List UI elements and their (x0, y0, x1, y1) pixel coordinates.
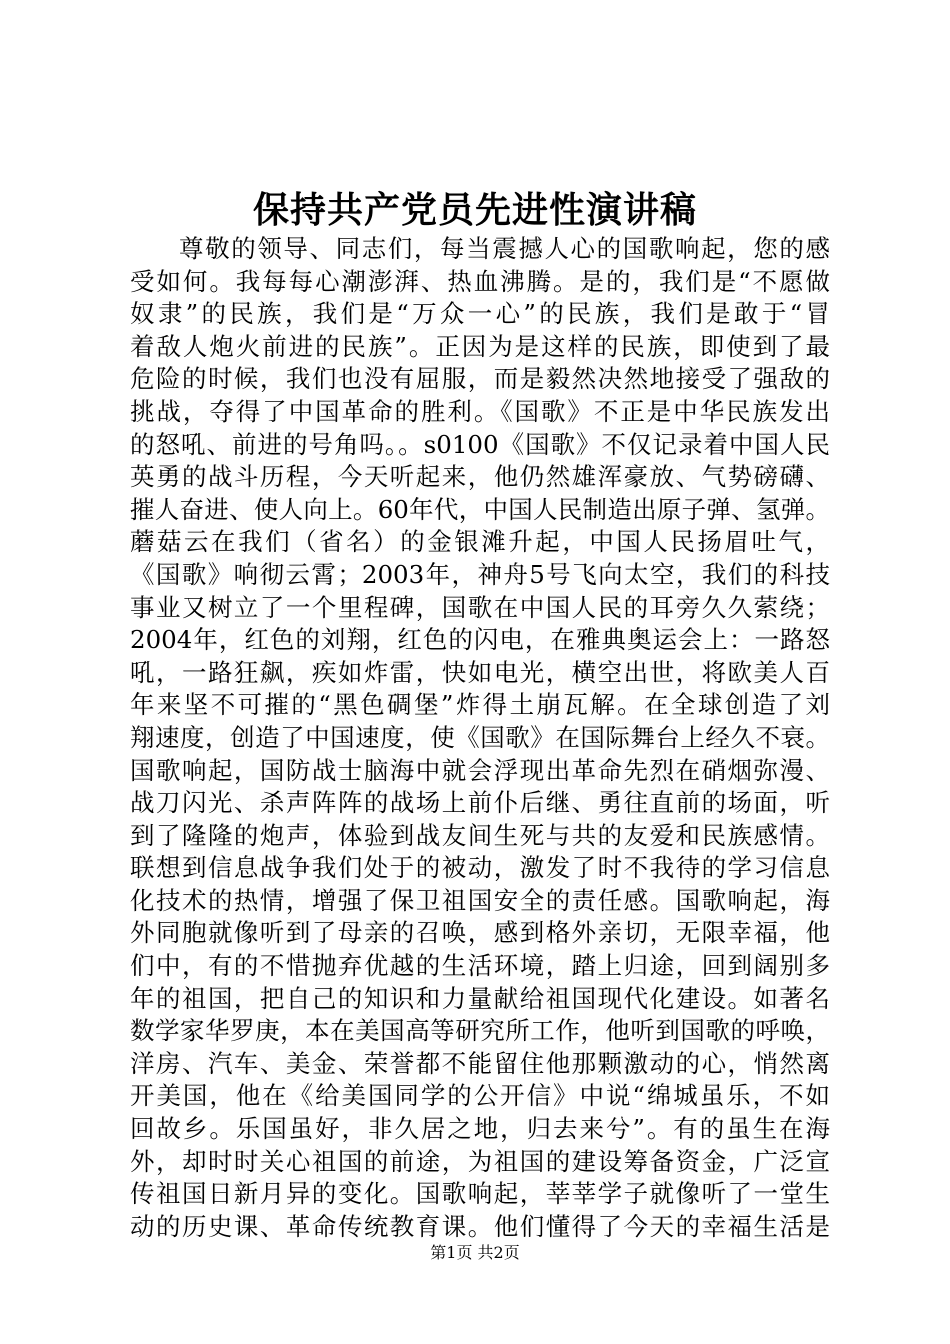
body-line: 动的历史课、革命传统教育课。他们懂得了今天的幸福生活是 (130, 1211, 830, 1241)
body-line: 战刀闪光、杀声阵阵的战场上前仆后继、勇往直前的场面，听 (130, 788, 830, 818)
body-line: 着敌人炮火前进的民族”。正因为是这样的民族，即使到了最 (130, 331, 830, 361)
document-body (130, 233, 830, 1243)
body-line: 年来坚不可摧的“黑色碉堡”炸得土崩瓦解。在全球创造了刘 (130, 690, 830, 720)
body-line: 回故乡。乐国虽好，非久居之地，归去来兮”。有的虽生在海 (130, 1114, 830, 1144)
body-line: 英勇的战斗历程，今天听起来，他仍然雄浑豪放、气势磅礴、 (130, 462, 830, 492)
body-line: 蘑菇云在我们（省名）的金银滩升起，中国人民扬眉吐气， (130, 527, 830, 557)
body-line: 开美国，他在《给美国同学的公开信》中说“绵城虽乐，不如 (130, 1081, 830, 1111)
body-line: 传祖国日新月异的变化。国歌响起，莘莘学子就像听了一堂生 (130, 1179, 830, 1209)
body-line: 摧人奋进、使人向上。60年代，中国人民制造出原子弹、氢弹。 (130, 494, 830, 524)
body-line: 外，却时时关心祖国的前途，为祖国的建设筹备资金，广泛宣 (130, 1146, 830, 1176)
document-title: 保持共产党员先进性演讲稿 (252, 189, 697, 231)
body-line: 危险的时候，我们也没有屈服，而是毅然决然地接受了强敌的 (130, 364, 830, 394)
body-line: 联想到信息战争我们处于的被动，激发了时不我待的学习信息 (130, 853, 830, 883)
body-line: 受如何。我每每心潮澎湃、热血沸腾。是的，我们是“不愿做 (130, 266, 830, 296)
body-line: 化技术的热情，增强了保卫祖国安全的责任感。国歌响起，海 (130, 885, 830, 915)
body-line: 2004年，红色的刘翔，红色的闪电，在雅典奥运会上：一路怒 (130, 625, 830, 655)
body-line: 翔速度，创造了中国速度，使《国歌》在国际舞台上经久不衰。 (130, 722, 830, 752)
body-line: 尊敬的领导、同志们，每当震撼人心的国歌响起，您的感 (179, 234, 830, 263)
body-line: 奴隶”的民族，我们是“万众一心”的民族，我们是敢于“冒 (130, 299, 830, 329)
body-line: 《国歌》响彻云霄；2003年，神舟5号飞向太空，我们的科技 (130, 559, 830, 589)
page-indicator: 第1页 共2页 (430, 1243, 520, 1262)
body-line: 年的祖国，把自己的知识和力量献给祖国现代化建设。如著名 (130, 983, 830, 1013)
body-line: 的怒吼、前进的号角吗。。s0100《国歌》不仅记录着中国人民 (130, 429, 830, 459)
body-line: 国歌响起，国防战士脑海中就会浮现出革命先烈在硝烟弥漫、 (130, 755, 830, 785)
body-line: 吼，一路狂飙，疾如炸雷，快如电光，横空出世，将欧美人百 (130, 657, 830, 687)
body-line: 数学家华罗庚，本在美国高等研究所工作，他听到国歌的呼唤， (130, 1016, 830, 1046)
body-line: 挑战，夺得了中国革命的胜利。《国歌》不正是中华民族发出 (130, 396, 830, 426)
body-line: 到了隆隆的炮声，体验到战友间生死与共的友爱和民族感情。 (130, 820, 830, 850)
body-line: 外同胞就像听到了母亲的召唤，感到格外亲切，无限幸福，他 (130, 918, 830, 948)
body-line: 洋房、汽车、美金、荣誉都不能留住他那颗激动的心，悄然离 (130, 1048, 830, 1078)
body-line: 们中，有的不惜抛弃优越的生活环境，踏上归途，回到阔别多 (130, 951, 830, 981)
body-line: 事业又树立了一个里程碑，国歌在中国人民的耳旁久久萦绕； (130, 592, 830, 622)
